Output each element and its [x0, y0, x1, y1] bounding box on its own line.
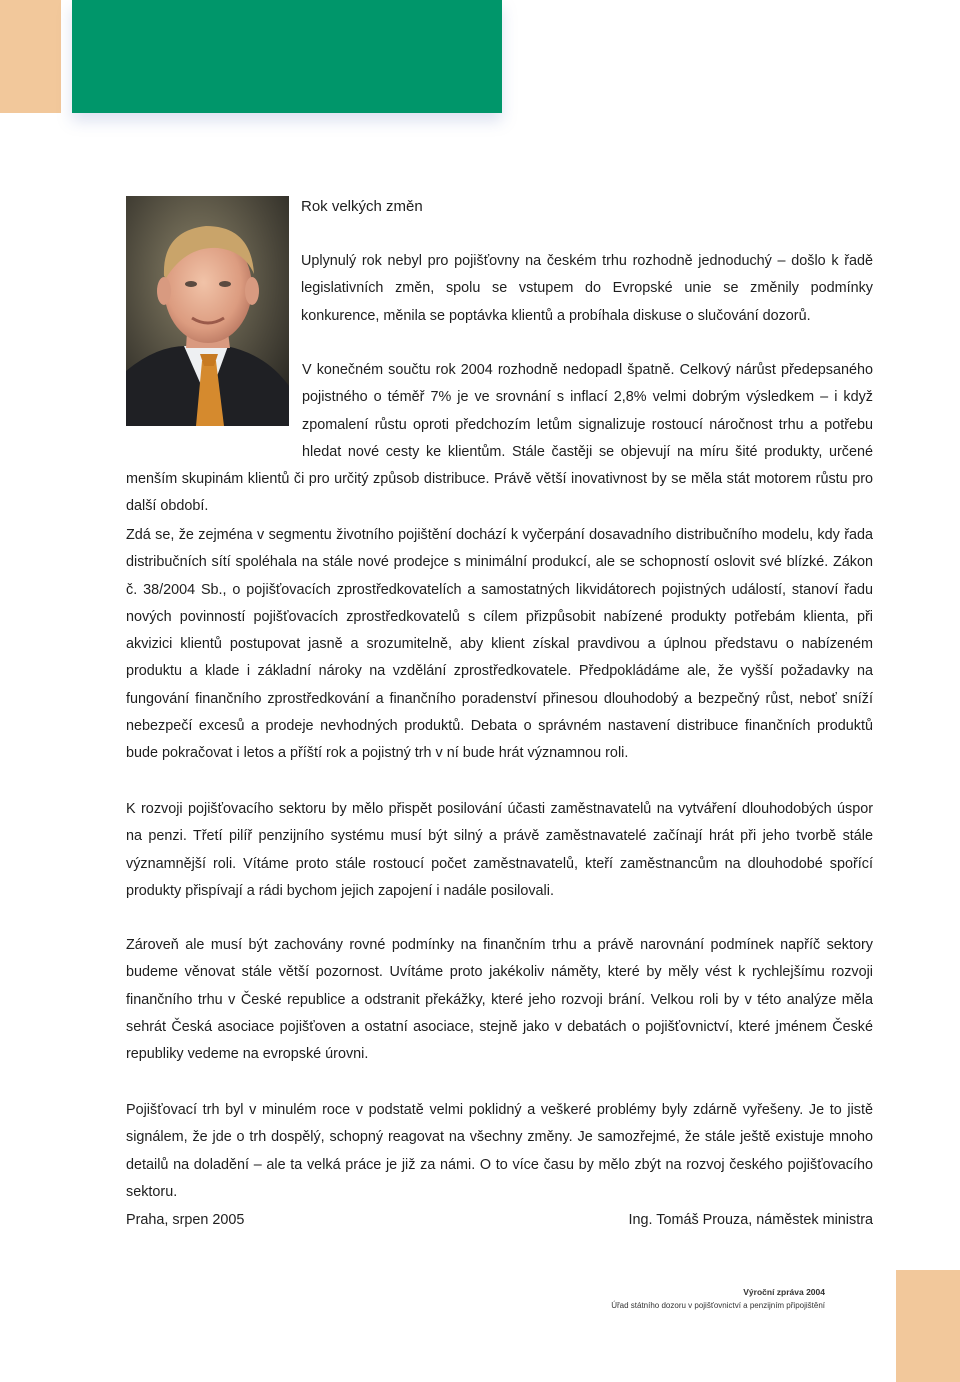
place-date: Praha, srpen 2005: [126, 1212, 245, 1228]
bottom-right-tan-tab: [896, 1270, 960, 1382]
paragraph-3: Zdá se, že zejména v segmentu životního pojištění dochází k vyčerpání dosavadního distribučního modelu, kdy řada distribučních sítí spoléhala na stále nové prodejce s minimální produkcí, ale se schopností oslovit své blízké. Zákon č. 38/2004 Sb., o pojišťovacích zprostředkovatelích a samostatných likvidátorech pojistných událostí, stanoví řadu nových povinností pojišťovacích zprostředkovatelů s cílem přizpůsobit nabízené produkty potřebám klienta, při akvizici klientů postupovat jasně a srozumitelně, aby klient získal pravdivou a úplnou představu o nabízeném produktu a klade i základní nároky na vzdělání zprostředkovatele. Předpokládáme ale, že vyšší požadavky na fungování finančního zprostředkování a finančního poradenství přinesou dlouhodobý a bezpečný růst, neboť sníží nebezpečí excesů a prodeje nevhodných produktů. Debata o správném nastavení distribuce finančních produktů bude pokračovat i letos a příští rok a pojistný trh v ní bude hrát významnou roli.: [126, 527, 873, 762]
paragraph-1: Uplynulý rok nebyl pro pojišťovny na českém trhu rozhodně jednoduchý – došlo k řadě legislativních změn, spolu se vstupem do Evropské unie se změnily podmínky konkurence, měnila se poptávka klientů a probíhala diskuse o slučování dozorů.: [301, 253, 873, 324]
header-green-block: [72, 0, 502, 113]
footer-report-title: Výroční zpráva 2004: [743, 1287, 825, 1297]
paragraph-5: Zároveň ale musí být zachovány rovné podmínky na finančním trhu a právě narovnání podmínek napříč sektory budeme věnovat stále větší pozornost. Uvítáme proto jakékoliv náměty, které by měly vést k rychlejšímu rozvoji finančního trhu v České republice a odstranit překážky, které jeho rozvoji brání. Velkou roli by v této analýze měla sehrát Česká asociace pojišťoven a ostatní asociace, stejně jako v debatách o pojišťovnictví, které jménem České republiky vedeme na evropské úrovni.: [126, 937, 873, 1063]
top-left-tan-tab: [0, 0, 61, 113]
paragraph-2: V konečném součtu rok 2004 rozhodně nedopadl špatně. Celkový nárůst předepsaného pojistného o téměř 7% je ve srovnání s inflací 2,8% velmi dobrým výsledkem – i když zpomalení růstu oproti předchozím letům signalizuje rostoucí náročnost trhu a potřebu hledat nové cesty ke klientům. Stále častěji se objevují na míru šité produkty, určené menším skupinám klientů či pro určitý způsob distribuce. Právě větší inovativnost by se měla stát motorem růstu pro další období.: [126, 362, 873, 515]
paragraph-4: K rozvoji pojišťovacího sektoru by mělo přispět posilování účasti zaměstnavatelů na vytváření dlouhodobých úspor na penzi. Třetí pilíř penzijního systému musí být silný a právě zaměstnavatelé začínají hrát při jeho tvorbě stále významnější roli. Vítáme proto stále rostoucí počet zaměstnavatelů, kteří zaměstnancům na dlouhodobé spořící produkty přispívají a rádi bychom jejich zapojení i nadále posilovali.: [126, 801, 873, 899]
author-signature: Ing. Tomáš Prouza, náměstek ministra: [628, 1212, 873, 1228]
footer-office-name: Úřad státního dozoru v pojišťovnictví a penzijním připojištění: [611, 1301, 825, 1310]
paragraph-6: Pojišťovací trh byl v minulém roce v podstatě velmi poklidný a veškeré problémy byly zdárně vyřešeny. Je to jistě signálem, že jde o trh dospělý, schopný reagovat na všechny změny. Je samozřejmé, že stále ještě existuje mnoho detailů na doladění – ale ta velká práce je již za námi. O to více času by mělo zbýt na rozvoj českého pojišťovacího sektoru.: [126, 1102, 873, 1200]
article-title: Rok velkých změn: [301, 198, 423, 215]
